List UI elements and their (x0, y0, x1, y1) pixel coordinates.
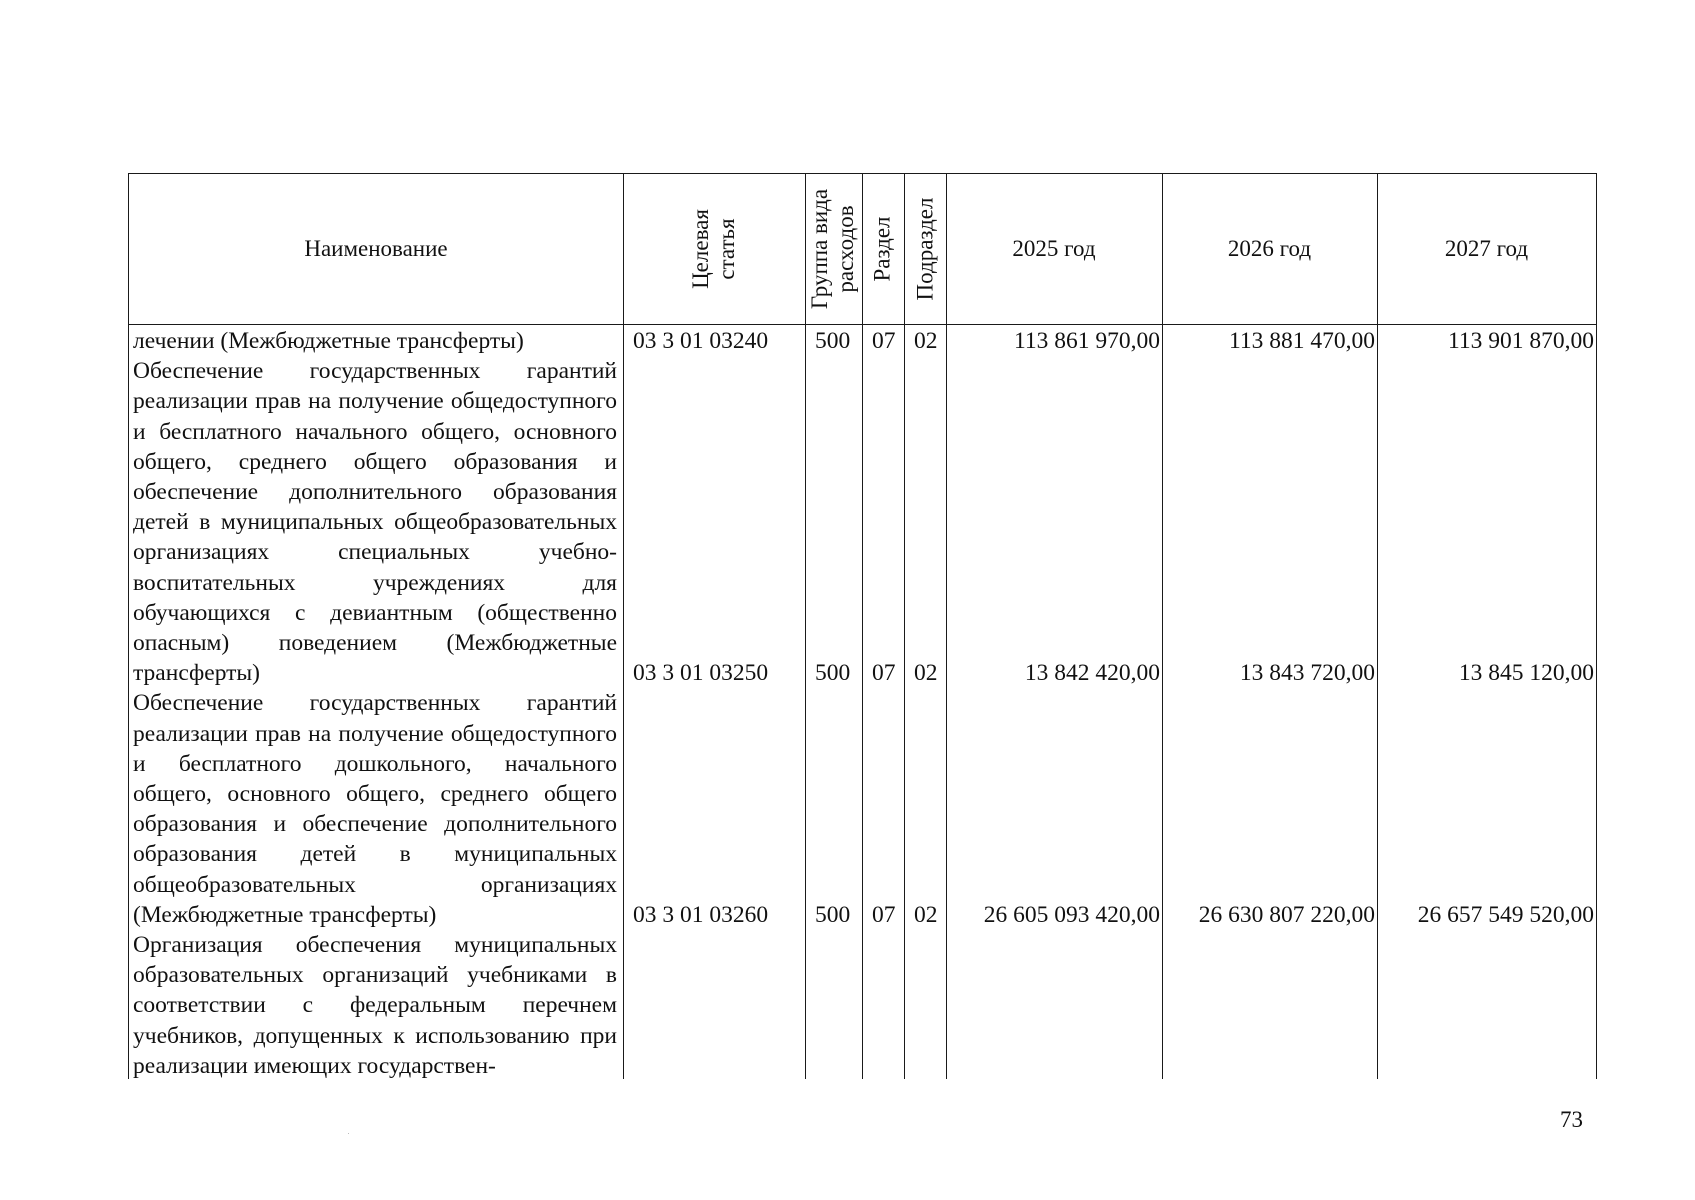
amount-2026: 26 630 807 220,00 (1198, 902, 1375, 928)
table-row (129, 658, 1596, 688)
expense-group-code: 500 (815, 902, 851, 928)
header-name-text: Наименование (304, 236, 448, 261)
header-target-article-text: Целевая статья (687, 209, 739, 289)
table-row (129, 326, 1596, 356)
name-column (133, 326, 617, 1081)
header-target-article (623, 174, 805, 324)
subsection-code: 02 (914, 328, 938, 354)
row-name: лечении (Межбюджетные трансферты) (133, 328, 524, 354)
header-section (862, 174, 904, 324)
row-name: Обеспечение государственных гарантий реализации прав на получение общедоступного и бесплатного дошкольного, начального общего, основного общего, среднего общего образования и обеспечение дополнительного образования детей в муниципальных общеобразовательных организациях (Межбюджетные трансферты) (133, 690, 617, 928)
amount-2026: 13 843 720,00 (1239, 660, 1375, 686)
header-2026: 2026 год (1227, 236, 1312, 261)
section-code: 07 (872, 902, 896, 928)
target-article-code: 03 3 01 03240 (633, 328, 769, 354)
amount-2026: 113 881 470,00 (1228, 328, 1375, 354)
amount-2027: 26 657 549 520,00 (1417, 902, 1594, 928)
amount-2027: 113 901 870,00 (1447, 328, 1594, 354)
scan-speck (348, 1133, 349, 1134)
row-name: Организация обеспечения муниципальных образовательных организаций учебниками в соответствии с федеральным перечнем учебников, допущенных к использованию при реализации имеющих государствен- (133, 932, 617, 1079)
header-section-text: Раздел (870, 216, 895, 282)
expense-group-code: 500 (815, 660, 851, 686)
subsection-code: 02 (914, 902, 938, 928)
header-subsection (904, 174, 946, 324)
amount-2027: 13 845 120,00 (1458, 660, 1594, 686)
expense-group-code: 500 (815, 328, 851, 354)
header-name (129, 174, 623, 324)
header-2027: 2027 год (1444, 236, 1529, 261)
amount-2025: 13 842 420,00 (1024, 660, 1160, 686)
header-expense-group-text: Группа вида расходов (807, 188, 859, 310)
header-divider (129, 324, 1596, 325)
row-name: Обеспечение государственных гарантий реализации прав на получение общедоступного и бесплатного начального общего, основного общего, среднего общего образования и обеспечение дополнительного образования детей в муниципальных общеобразовательных организациях специальных учебно-воспитательных учреждениях для обучающихся с девиантным (общественно опасным) поведением (Межбюджетные трансферты) (133, 358, 617, 687)
amount-2025: 113 861 970,00 (1013, 328, 1160, 354)
target-article-code: 03 3 01 03250 (633, 660, 769, 686)
page-number: 73 (1560, 1107, 1583, 1132)
section-code: 07 (872, 660, 896, 686)
amount-2025: 26 605 093 420,00 (983, 902, 1160, 928)
table-row (129, 900, 1596, 930)
target-article-code: 03 3 01 03260 (633, 902, 769, 928)
section-code: 07 (872, 328, 896, 354)
header-expense-group (805, 174, 862, 324)
header-subsection-text: Подраздел (912, 197, 938, 301)
subsection-code: 02 (914, 660, 938, 686)
budget-table (128, 173, 1597, 1079)
header-2025: 2025 год (1012, 236, 1096, 261)
